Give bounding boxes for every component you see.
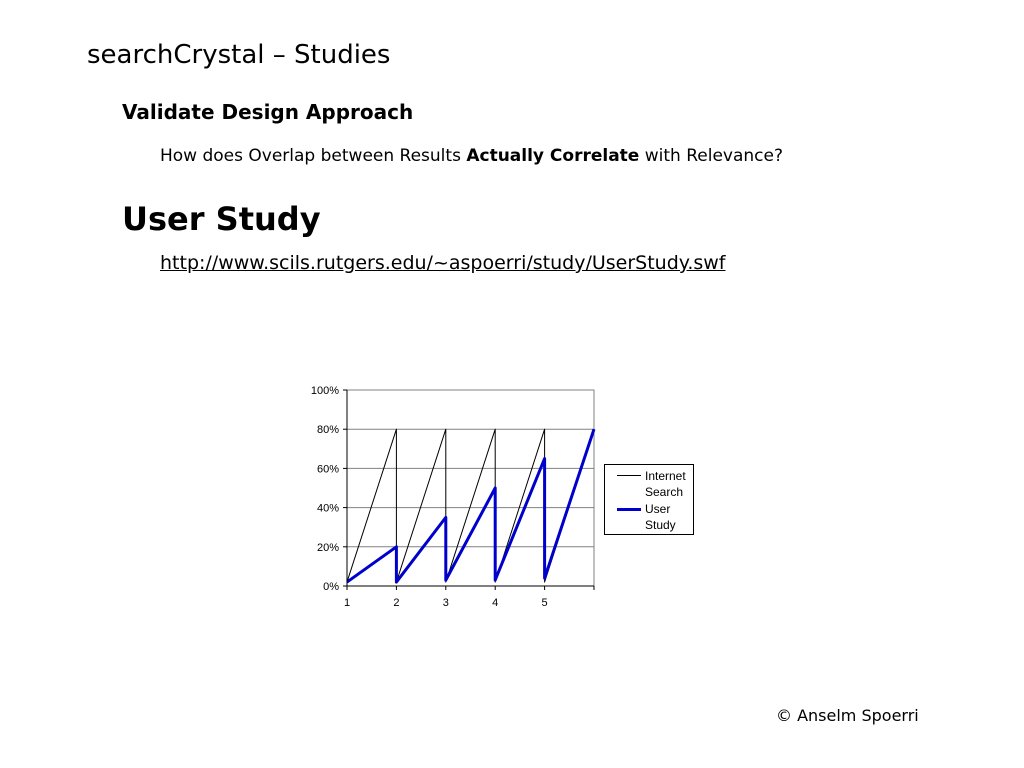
legend-label-line: User [645, 502, 671, 516]
question-part-2: with Relevance? [639, 146, 783, 166]
x-tick-label: 5 [541, 597, 548, 609]
y-tick-label: 40% [316, 502, 339, 515]
series-layer [347, 429, 594, 582]
overlap-relevance-chart [290, 378, 610, 618]
y-tick-label: 20% [316, 541, 339, 554]
legend-entry-internet-search [605, 467, 693, 499]
y-tick-label: 0% [323, 581, 339, 593]
section-heading: User Study [122, 200, 321, 238]
x-tick-label: 1 [343, 597, 351, 609]
legend-label-line: Internet [645, 469, 686, 483]
subheading: Validate Design Approach [122, 100, 414, 124]
y-tick-label: 60% [316, 463, 339, 476]
question-emphasis: Actually Correlate [466, 146, 640, 166]
axes [311, 385, 594, 609]
slide-title: searchCrystal – Studies [87, 40, 391, 70]
series-line-internet-search [347, 429, 594, 582]
grid-lines [347, 429, 594, 547]
legend-label-line: Search [645, 485, 684, 499]
x-tick-label: 3 [442, 597, 449, 609]
user-study-link[interactable]: http://www.scils.rutgers.edu/~aspoerri/study/UserStudy.swf [160, 252, 726, 274]
copyright: © Anselm Spoerri [776, 706, 919, 725]
question-text [160, 146, 783, 166]
legend-label-line: Study [645, 518, 676, 532]
legend-label-user-study [645, 501, 695, 533]
legend-swatch-internet-search [617, 475, 641, 476]
legend-entry-user-study [605, 500, 693, 532]
y-tick-label: 80% [316, 424, 339, 437]
x-tick-label: 4 [492, 597, 499, 609]
legend-swatch-user-study [617, 508, 641, 511]
x-tick-label: 2 [393, 597, 400, 609]
legend-label-internet-search [645, 468, 695, 500]
y-tick-label: 100% [310, 385, 339, 397]
question-part-1: How does Overlap between Results [160, 146, 467, 166]
chart-legend [604, 464, 694, 535]
